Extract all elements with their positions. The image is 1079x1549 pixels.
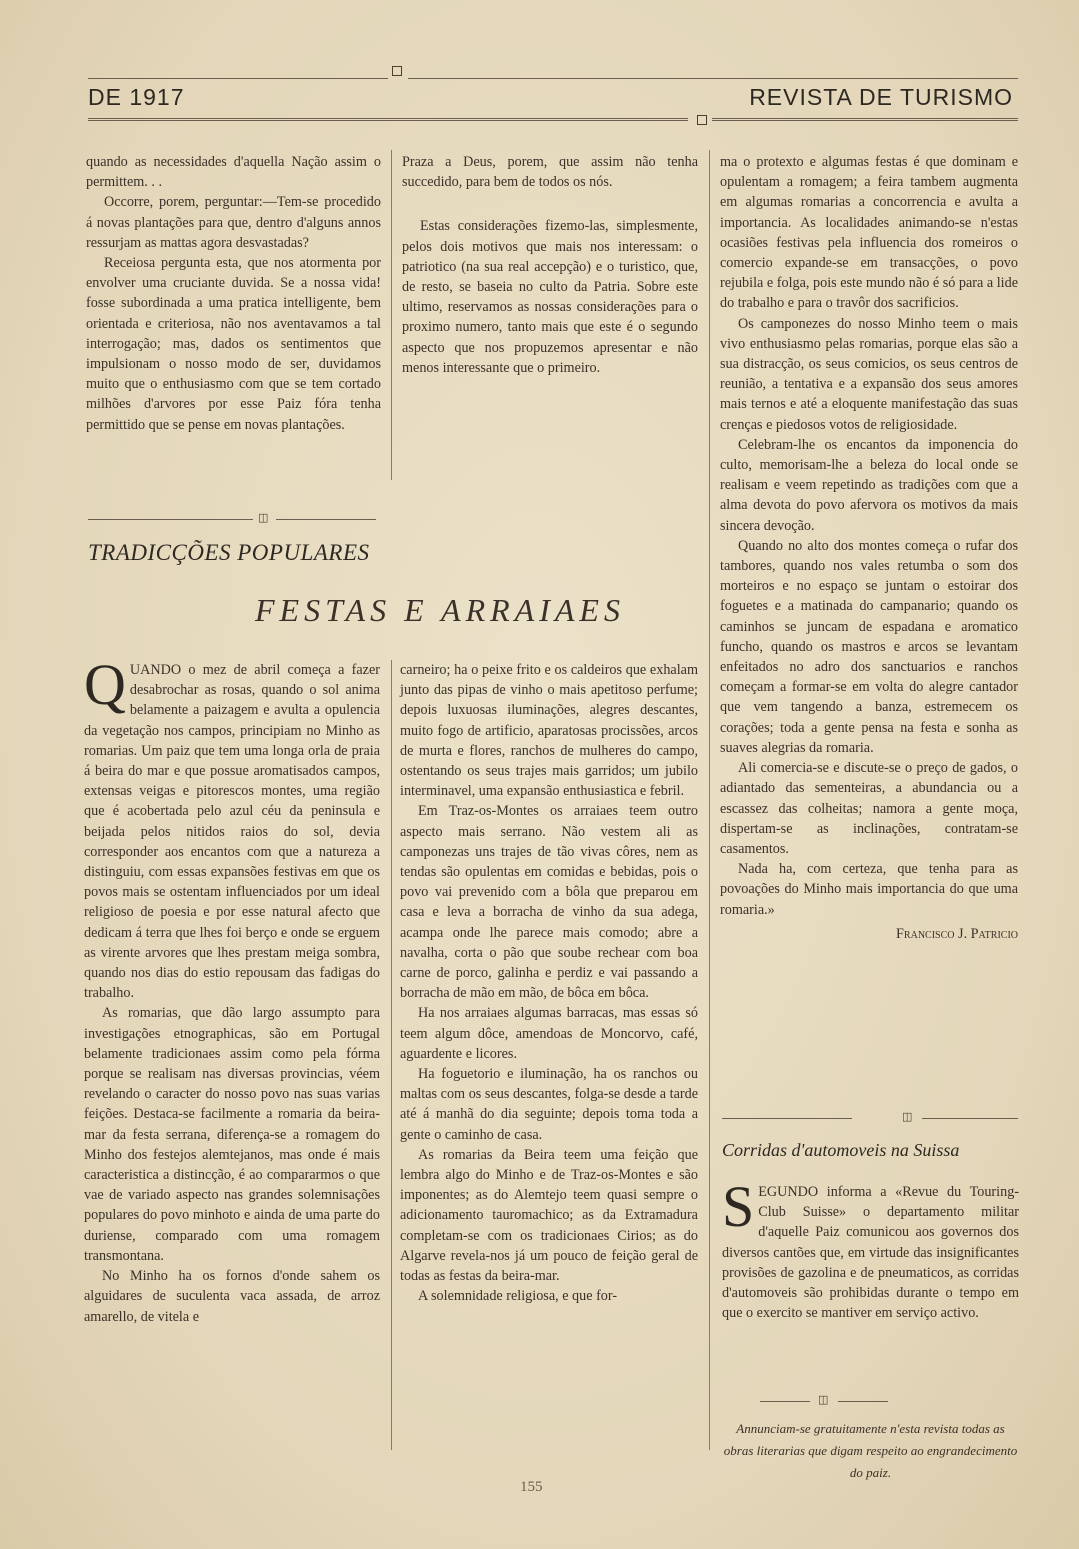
section-title: TRADICÇÕES POPULARES — [88, 540, 370, 565]
article-col2-paragraph: Ha foguetorio e iluminação, ha os ranchos ou maltas com os seus descantes, folga-se desde a tarde até á manhã do dia seguinte; depois toma toda a gente o caminho de casa. — [400, 1066, 698, 1143]
article-col3-paragraph: ma o protexto e algumas festas é que dominam e opulentam a romagem; a feira tambem augmenta em algumas romarias a concorrencia e avulta a importancia. As localidades animando-se n'estas ocasiões festivas pela influencia dos romeiros o comercio expande-se em transacções, o povo rejubila e folga, pois este mundo não é só para a lide do trabalho e para o travôr dos sacrificios. — [720, 154, 1018, 312]
header-title: REVISTA DE TURISMO — [749, 84, 1013, 110]
column-divider-1 — [391, 150, 392, 480]
side-article-text: informa a «Revue du Touring-Club Suisse» o departamento militar d'aquelle Paiz comunicou aos governos dos diversos cantões que, em virtude das insignificantes provisões de gazolina e de pneumaticos, as corridas d'automoveis são prohibidas durante o tempo em que o exercito se mantiver em serviço activo. — [722, 1184, 1020, 1322]
article-col3-paragraph: Celebram-lhe os encantos da imponencia do culto, memorisam-lhe a beleza do local onde se realisam e veem repetindo as tradições com que a alma devota do povo afervora os motivos da mais sincera devoção. — [720, 436, 1018, 534]
intro-col2-paragraph: Praza a Deus, porem, que assim não tenha succedido, para bem de todos os nós. — [402, 154, 698, 191]
article-col3-paragraph: Quando no alto dos montes começa o rufar dos tambores, quando nos vales retumba o som dos morteiros e no espaço se juntam o estoirar dos foguetes e a matinada do campanario; quando os caminhos se juncam de espadana e aromatico funcho, quando os mastros e arcos se levantam enfeitados no adro dos sanctuarios e ranchos começam a formar-se em volta do alegre cantador que vem tangendo a banza, estremecem os corações; toda a gente pensa na festa e sonha as suaves alegrias da romaria. — [720, 537, 1018, 756]
intro-col2-paragraph: Estas considerações fizemo-las, simplesmente, pelos dois motivos que mais nos interessam: o patriotico (na sua real accepção) e o turistico, que, de resto, se baseia no culto da Patria. Sobre este ultimo, reservamos as nossas considerações para o proximo numero, tanto mais que este é o segundo aspecto que nos propuzemos apresentar e não menos interessante que o primeiro. — [402, 218, 698, 376]
side-article-body — [722, 1174, 1020, 1323]
side-rule-right — [922, 1118, 1018, 1119]
intro-column-2 — [402, 152, 698, 378]
header-rule-left — [88, 118, 688, 121]
notice-rule-right — [838, 1401, 888, 1402]
article-col2-paragraph: As romarias da Beira teem uma feição que lembra algo do Minho e de Traz-os-Montes e são imponentes; as do Alemtejo teem quasi sempre o adicionamento tauromachico; as da Extramadura completam-se com os tradicionaes Cirios; as do Algarve revela-nos já um pouco de feição geral de todas as festas da beira-mar. — [400, 1146, 698, 1285]
article-col1-paragraph: As romarias, que dão largo assumpto para investigações etnographicas, são em Portugal belamente tradicionaes assim como pela fórma porque se realisam nas diversas provincias, véem revelando o caracter do nosso povo nas suas varias feições. Destaca-se facilmente a romaria da beira-mar da festa serrana, diferença-se a romagem do Minho dos festejos alemtejanos, mas onde é mais caracteristica a distincção, é ao compararmos o que vae de variado aspecto nas grandes solemnisações populares do povo minhoto e ainda de uma parte do duriense, comparado com uma romagem transmontana. — [84, 1005, 380, 1264]
article-first-word: UANDO — [129, 662, 182, 678]
intro-col1-paragraph: quando as necessidades d'aquella Nação assim o permittem. . . — [86, 154, 381, 191]
intro-col1-paragraph: Occorre, porem, perguntar:—Tem-se procedido á novas plantações para que, dentro d'alguns annos ressurjam as mattas agora desvastadas? — [86, 194, 381, 251]
intro-column-1 — [86, 152, 381, 435]
notice-ornament: ◫ — [818, 1394, 829, 1406]
side-dropcap: S — [722, 1174, 755, 1239]
article-column-3 — [720, 152, 1018, 944]
article-col2-paragraph: carneiro; ha o peixe frito e os caldeiros que exhalam junto das pipas de vinho o mais apetitoso perfume; depois luxuosas iluminações, alegres descantes, muito fogo de artificio, aparatosas procissões, arcos de murta e flores, ranchos de mulheres do campo, ostentando os seus trajes mais garridos; um jubilo interminavel, uma expansão enthusiastica e febril. — [400, 662, 698, 800]
header-rule-right — [712, 118, 1018, 121]
section-rule-right — [276, 519, 376, 520]
article-dropcap: Q — [84, 652, 126, 717]
side-rule-left — [722, 1118, 852, 1119]
article-signature: Francisco J. Patricio — [896, 925, 1018, 942]
column-divider-3 — [391, 660, 392, 1450]
notice-text: Annunciam-se gratuitamente n'esta revista todas as obras literarias que digam respeito ao engrandecimento do paiz. — [723, 1421, 1018, 1480]
section-rule-left — [88, 519, 253, 520]
section-ornament: ◫ — [258, 512, 269, 524]
notice-rule-left — [760, 1401, 810, 1402]
intro-col1-paragraph: Receiosa pergunta esta, que nos atormenta por envolver uma cruciante duvida. Se a nossa vida! fosse subordinada a uma pratica intelligente, bem orientada e criteriosa, não nos aventavamos a tal interrogação; mas, dados os sentimentos que impulsionam o nosso modo de ser, duvidamos muito que o enthusiasmo com que se tem cortado milhões d'arvores por esse Paiz fóra tenha permittido que se pense em novas plantações. — [86, 255, 381, 433]
article-col1-paragraph: o mez de abril começa a fazer desabrochar as rosas, quando o sol anima belamente a paizagem e avulta a opulencia da vegetação nos campos, principiam no Minho as romarias. Um paiz que tem uma longa orla de praia á beira do mar e que possue aromatisados campos, extensas veigas e pitorescos montes, uma região que é acobertada pelo azul céu da peninsula e beijada pelos nitidos raios do sol, devia corresponder aos encantos com que a natureza a distinguiu, com essas expansões festivas em que os povos mais se ostentam influenciados por um ideal religioso de poesia e por esse natural afecto que dedicam á terra que lhes foi berço e onde se erguem as virente arvores que lhes prestam meiga sombra, quando nos dias do estio repousam das fadigas do trabalho. — [84, 662, 380, 1002]
article-column-2 — [400, 660, 698, 1307]
article-col1-paragraph: No Minho ha os fornos d'onde sahem os alguidares de suculenta vaca assada, de arroz amarello, de vitela e — [84, 1268, 380, 1325]
article-col2-paragraph: Ha nos arraiaes algumas barracas, mas essas só teem algum dôce, amendoas de Moncorvo, café, aguardente e licores. — [400, 1005, 698, 1062]
article-column-1 — [84, 652, 380, 1327]
article-col3-paragraph: Os camponezes do nosso Minho teem o mais vivo enthusiasmo pelas romarias, porque elas são a sua distracção, os seus comicios, os seus centros de reunião, a tentativa e a expansão dos seus amores mais ternos e até a eloquente manifestação das suas crenças e piedosos votos de religiosidade. — [720, 315, 1018, 433]
side-first-word: EGUNDO — [758, 1184, 819, 1200]
header-date: DE 1917 — [88, 84, 185, 110]
article-col2-paragraph: A solemnidade religiosa, e que for- — [418, 1288, 618, 1305]
article-col2-paragraph: Em Traz-os-Montes os arraiaes teem outro aspecto mais serrano. Não vestem ali as camponezas uns trajes de tão vivas côres, nem as tendas são opulentas em comidas e bebidas, pois o povo vai prevenido com a bôla que preparou em casa e leva a borracha de vinho da sua adega, acampa onde lhe parece mais comodo; abre a navalha, corta o pão que soube rechear com boa carne de porco, galinha e perdiz e vai passando a borracha de mão em mão, de bôca em bôca. — [400, 803, 698, 1002]
top-rule-right — [408, 78, 1018, 79]
header-rule-box — [697, 115, 707, 125]
article-col3-paragraph: Ali comercia-se e discute-se o preço de gados, o adiantado das sementeiras, a abundancia ou a escassez das colheitas; namora a gente moça, dispertam-se as inclinações, contratam-se casamentos. — [720, 760, 1018, 857]
top-ornament-box — [392, 66, 402, 76]
side-ornament: ◫ — [902, 1111, 913, 1123]
page-number: 155 — [520, 1479, 543, 1495]
article-col3-paragraph: Nada ha, com certeza, que tenha para as povoações do Minho mais importancia do que uma romaria.» — [720, 861, 1018, 918]
side-article-title: Corridas d'automoveis na Suissa — [722, 1140, 960, 1160]
article-title: FESTAS E ARRAIAES — [255, 592, 625, 628]
top-rule-left — [88, 78, 388, 79]
column-divider-2 — [709, 150, 710, 1450]
